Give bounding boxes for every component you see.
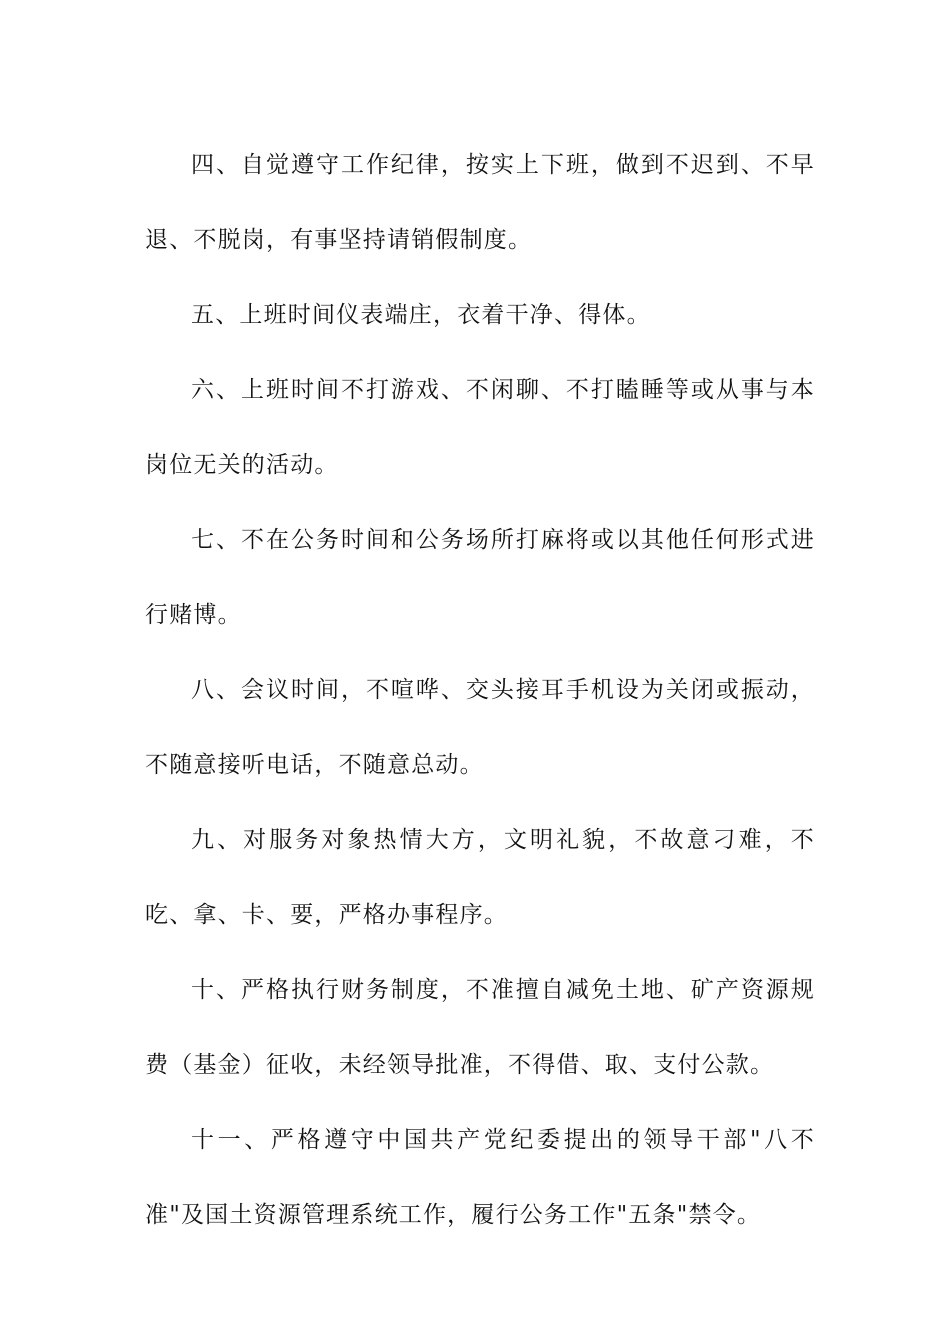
paragraph-rule-4: 四、自觉遵守工作纪律，按实上下班，做到不迟到、不早退、不脱岗，有事坚持请销假制度。 [145, 152, 815, 253]
paragraph-rule-11: 十一、严格遵守中国共产党纪委提出的领导干部"八不准"及国土资源管理系统工作，履行公务工作"五条"禁令。 [145, 1127, 815, 1228]
paragraph-rule-7: 七、不在公务时间和公务场所打麻将或以其他任何形式进行赌博。 [145, 527, 815, 628]
paragraph-rule-8: 八、会议时间，不喧哗、交头接耳手机设为关闭或振动，不随意接听电话，不随意总动。 [145, 677, 815, 778]
paragraph-rule-6: 六、上班时间不打游戏、不闲聊、不打瞌睡等或从事与本岗位无关的活动。 [145, 377, 815, 478]
paragraph-rule-10: 十、严格执行财务制度，不准擅自减免土地、矿产资源规费（基金）征收，未经领导批准，不得借、取、支付公款。 [145, 977, 815, 1078]
paragraph-rule-9: 九、对服务对象热情大方，文明礼貌，不故意刁难，不吃、拿、卡、要，严格办事程序。 [145, 827, 815, 928]
paragraph-rule-5: 五、上班时间仪表端庄，衣着干净、得体。 [191, 302, 651, 328]
document-body [145, 128, 815, 1253]
